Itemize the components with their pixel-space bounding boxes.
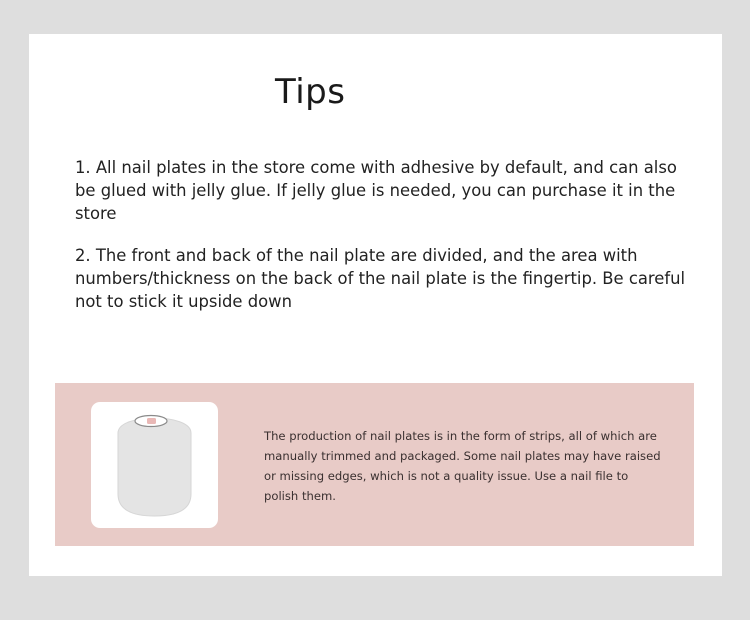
tip-item-1: 1. All nail plates in the store come with adhesive by default, and can also be glued with jelly glue. If jelly glue is needed, you can purchase it in the store [75,158,677,223]
nail-plate-icon [91,402,218,528]
tips-title: Tips [275,72,346,112]
notice-text: The production of nail plates is in the form of strips, all of which are manually trimmed and packaged. Some nail plates may have raised or missing edges, which is not a quality issue. Use a nail file to polish them. [264,429,661,503]
tip-item-2: 2. The front and back of the nail plate are divided, and the area with numbers/thickness on the back of the nail plate is the fingertip. Be careful not to stick it upside down [75,246,686,311]
tips-card [29,34,722,576]
nail-illustration-frame [91,402,218,528]
notice-panel [55,383,694,546]
